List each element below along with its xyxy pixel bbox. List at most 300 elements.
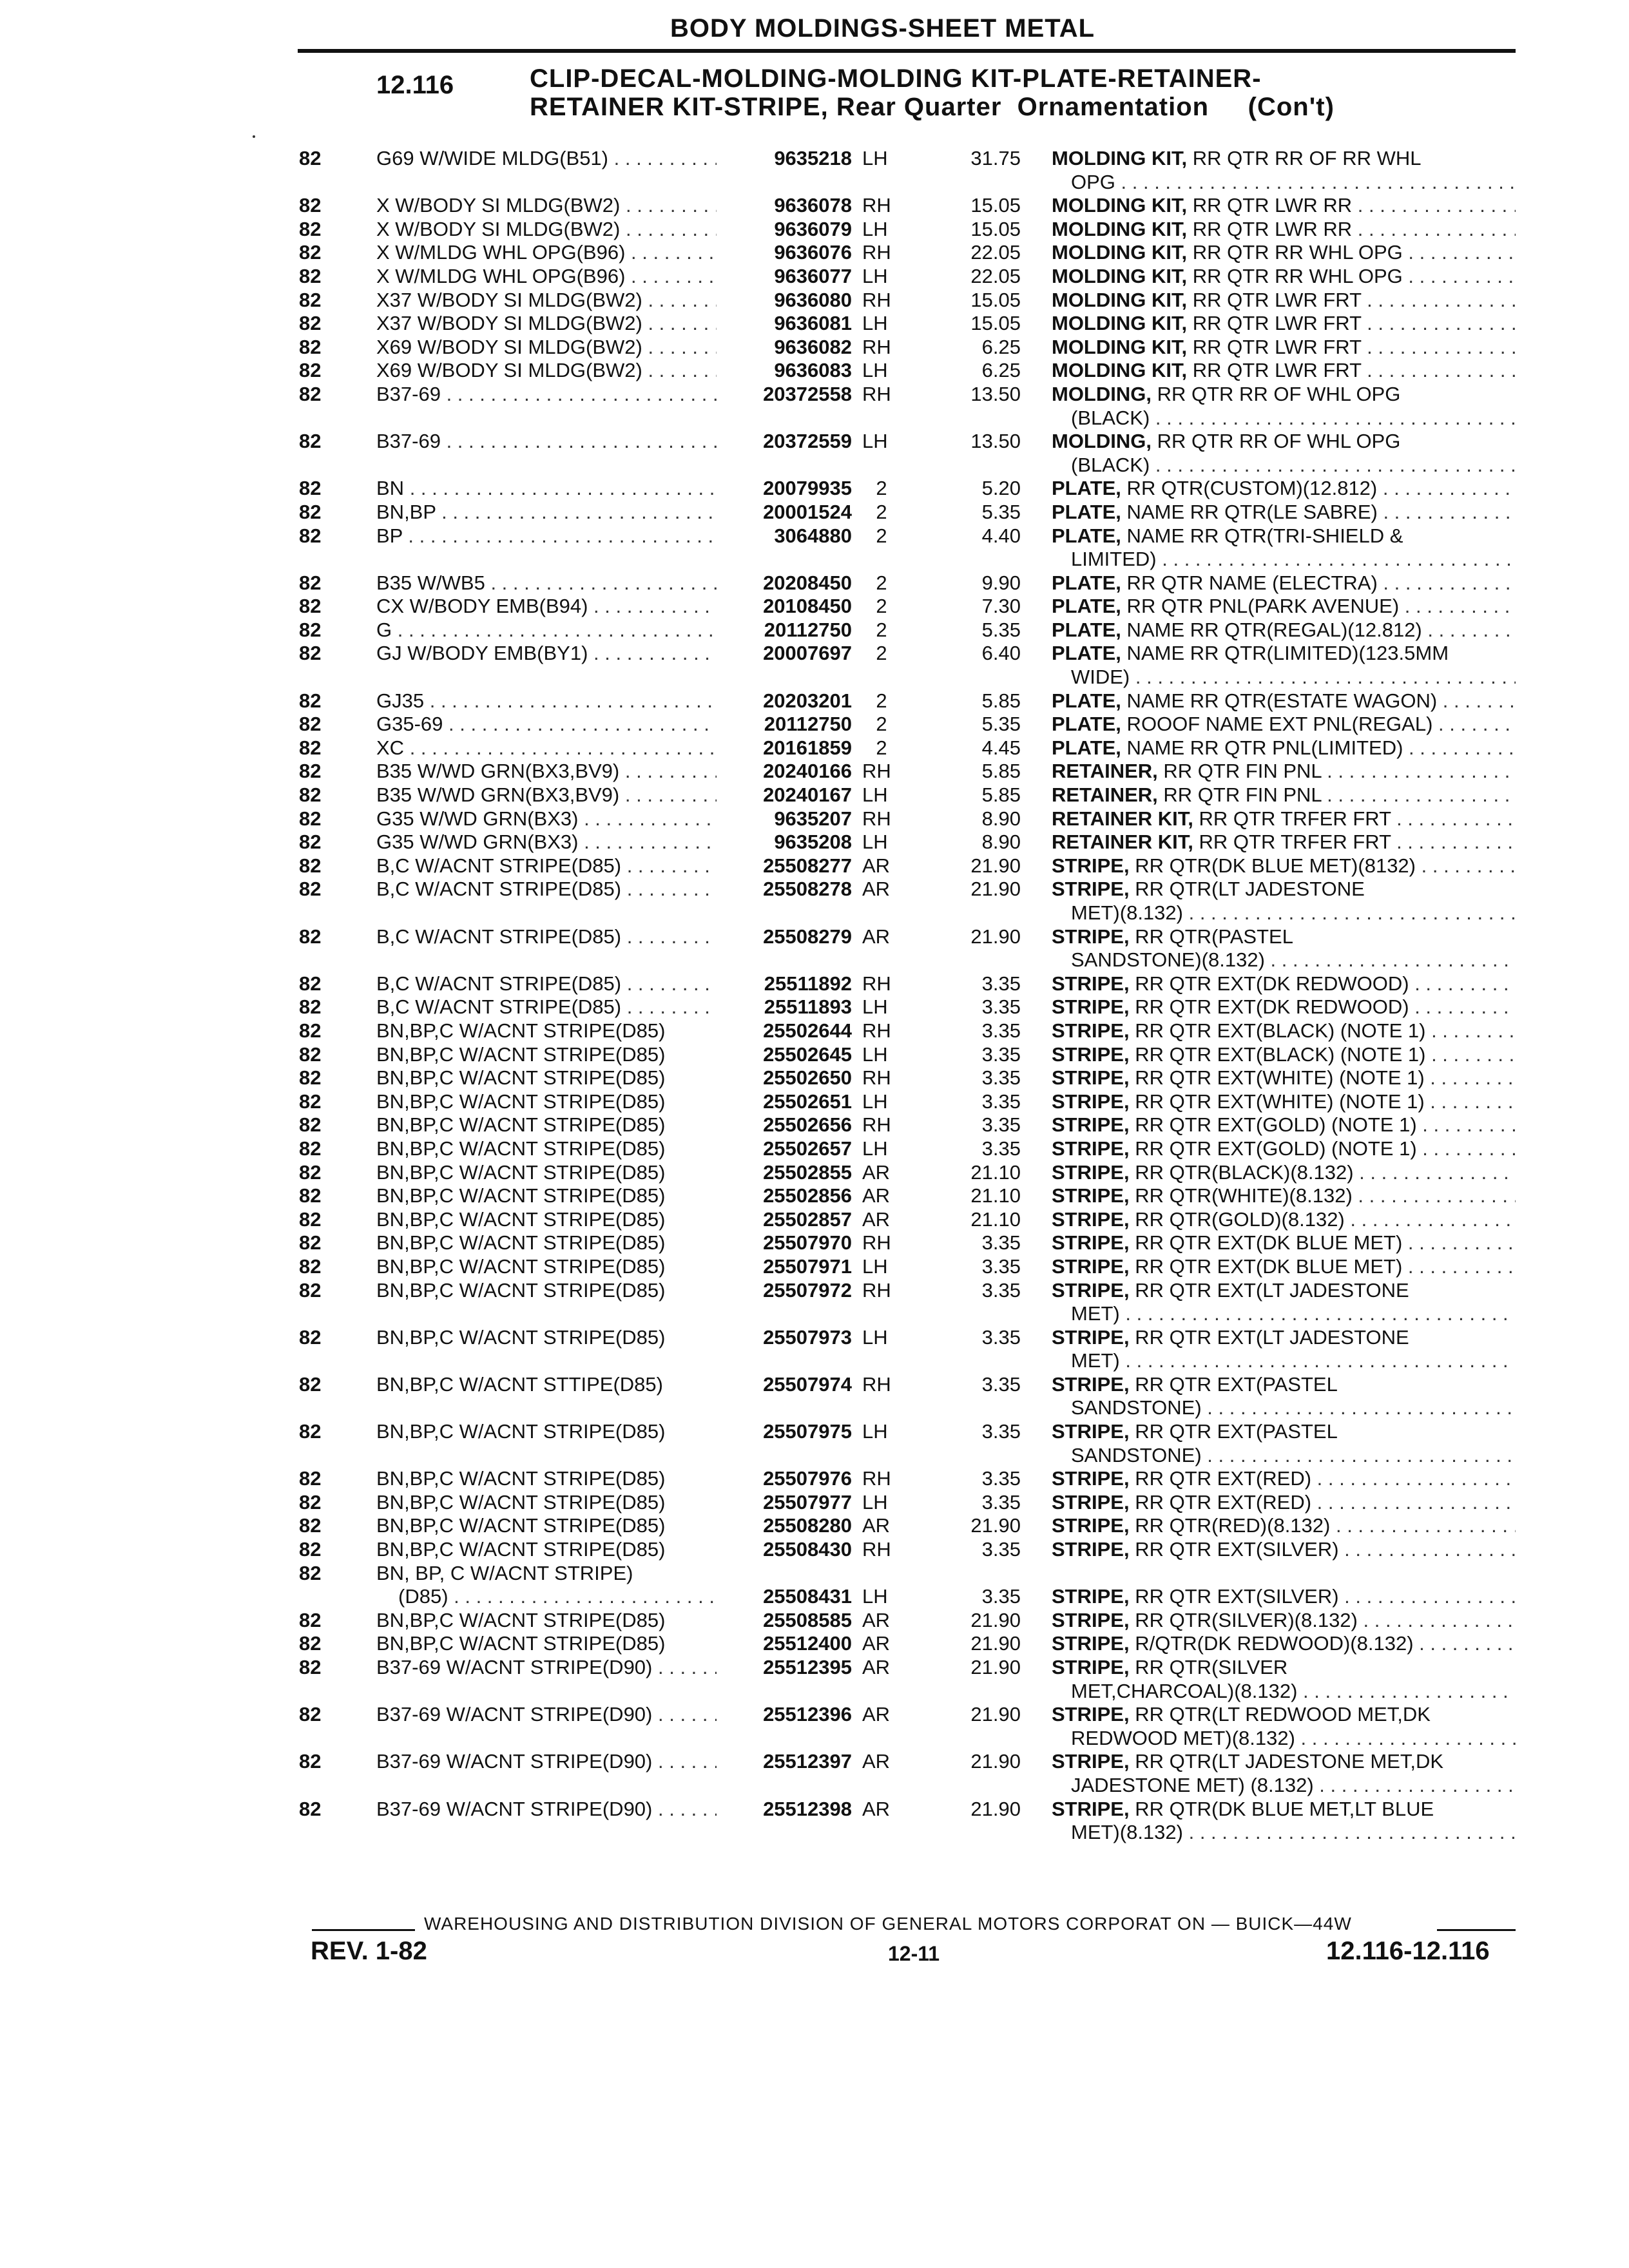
usage-description: X69 W/BODY SI MLDG(BW2) . . . [376, 336, 717, 360]
model-year: 82 [299, 1632, 322, 1655]
model-year: 82 [299, 430, 322, 453]
quantity: LH [862, 359, 888, 382]
table-row [0, 1137, 1629, 1161]
model-year: 82 [299, 1184, 322, 1207]
model-year: 82 [299, 1278, 322, 1302]
part-name-detail: RR QTR RR OF WHL OPG [1152, 382, 1401, 405]
part-name [1052, 1750, 1516, 1774]
part-name-detail: RR QTR RR WHL OPG [1187, 264, 1403, 287]
usage-description: BN,BP,C W/ACNT STRIPE(D85) [376, 1160, 666, 1184]
part-name-bold: MOLDING KIT, [1052, 312, 1188, 335]
part-name [1052, 760, 1516, 783]
part-name-cont: MET)(8.132) . . . [1071, 901, 1516, 925]
row-line [0, 312, 1629, 336]
row-line [0, 1538, 1629, 1562]
part-name-detail: R/QTR(DK REDWOOD)(8.132) [1129, 1632, 1414, 1655]
quantity: LH [862, 1090, 888, 1113]
row-line [0, 1326, 1629, 1350]
quantity: AR [862, 1514, 891, 1537]
part-name [1052, 783, 1516, 807]
part-name-bold: STRIPE, [1052, 1538, 1130, 1561]
part-name [1052, 312, 1516, 336]
part-number: 9636082 [774, 335, 852, 358]
part-number: 20240166 [763, 760, 852, 783]
usage-description: BN,BP,C W/ACNT STTIPE(D85) [376, 1372, 663, 1396]
part-name-detail: RR QTR FIN PNL [1157, 760, 1322, 783]
price: 3.35 [981, 1090, 1021, 1113]
part-name-bold: RETAINER, [1052, 760, 1158, 783]
quantity: AR [862, 1656, 891, 1678]
row-line [0, 713, 1629, 736]
table-row [0, 878, 1629, 925]
usage-description: GJ W/BODY EMB(BY1) . . . [376, 642, 717, 666]
part-name-bold: STRIPE, [1052, 1608, 1130, 1631]
model-year: 82 [299, 878, 322, 901]
model-year: 82 [299, 217, 322, 240]
usage-description: BP . . . [376, 524, 717, 548]
part-number: 25507975 [763, 1420, 852, 1443]
model-year: 82 [299, 335, 322, 358]
price: 21.10 [970, 1160, 1021, 1184]
quantity: 2 [876, 477, 887, 500]
part-name-detail: RR QTR RR OF RR WHL [1187, 147, 1422, 169]
part-number: 25508280 [763, 1514, 852, 1537]
part-name-bold: STRIPE, [1052, 1019, 1130, 1042]
model-year: 82 [299, 1514, 322, 1537]
quantity: AR [862, 854, 891, 877]
price: 3.35 [981, 1043, 1021, 1066]
part-name [1052, 619, 1516, 642]
part-name-bold: STRIPE, [1052, 1467, 1130, 1490]
quantity: RH [862, 335, 891, 358]
part-name-detail: RR QTR RR WHL OPG [1187, 241, 1403, 264]
part-name-detail: RR QTR(LT JADESTONE [1129, 878, 1365, 901]
part-number: 20372559 [763, 430, 852, 453]
price: 7.30 [981, 595, 1021, 618]
usage-description: B,C W/ACNT STRIPE(D85) . . . [376, 854, 717, 878]
row-line [0, 1585, 1629, 1609]
price: 22.05 [970, 264, 1021, 287]
part-number: 9636083 [774, 359, 852, 382]
table-row [0, 1703, 1629, 1750]
part-name-bold: STRIPE, [1052, 1090, 1130, 1113]
part-number: 25502857 [763, 1207, 852, 1231]
price: 8.90 [981, 807, 1021, 830]
part-name-bold: PLATE, [1052, 713, 1121, 736]
part-number: 25502645 [763, 1043, 852, 1066]
model-year: 82 [299, 1467, 322, 1490]
usage-description: B35 W/WB5 . . . [376, 572, 717, 595]
model-year: 82 [299, 477, 322, 500]
part-name-bold: MOLDING KIT, [1052, 335, 1188, 358]
table-row [0, 336, 1629, 360]
header-rule [298, 49, 1516, 53]
row-line [0, 383, 1629, 407]
part-number: 20001524 [763, 500, 852, 523]
part-name-cont: REDWOOD MET)(8.132) . . . [1071, 1727, 1516, 1751]
model-year: 82 [299, 1490, 322, 1514]
part-name-detail: RR QTR LWR FRT [1187, 359, 1362, 382]
price: 5.35 [981, 500, 1021, 523]
part-number: 25511893 [764, 995, 852, 1019]
model-year: 82 [299, 689, 322, 712]
table-row [0, 1090, 1629, 1114]
part-number: 25502856 [763, 1184, 852, 1207]
part-name [1052, 595, 1516, 619]
quantity: 2 [876, 595, 887, 618]
part-number: 25507977 [763, 1490, 852, 1514]
price: 3.35 [981, 1278, 1021, 1302]
part-name-bold: STRIPE, [1052, 1797, 1130, 1820]
row-line [0, 1444, 1629, 1468]
row-line [0, 454, 1629, 477]
table-row [0, 524, 1629, 572]
usage-description: CX W/BODY EMB(B94) . . . [376, 595, 717, 619]
part-name-bold: STRIPE, [1052, 1043, 1130, 1066]
quantity: RH [862, 807, 891, 830]
quantity: RH [862, 382, 891, 405]
part-name-cont: (BLACK) . . . [1071, 454, 1516, 477]
part-number: 20112750 [764, 618, 852, 641]
table-row [0, 736, 1629, 760]
table-row [0, 1113, 1629, 1137]
usage-description: BN,BP,C W/ACNT STRIPE(D85) [376, 1538, 666, 1561]
part-name-bold: RETAINER KIT, [1052, 807, 1193, 830]
part-name-bold: STRIPE, [1052, 1207, 1130, 1231]
row-line [0, 1302, 1629, 1326]
part-name [1052, 1373, 1516, 1397]
part-name-detail: RR QTR EXT(BLACK) (NOTE 1) [1129, 1043, 1426, 1066]
part-name [1052, 359, 1516, 383]
part-name [1052, 572, 1516, 595]
row-line [0, 1632, 1629, 1656]
part-name-cont: SANDSTONE)(8.132) . . . [1071, 948, 1516, 972]
row-line [0, 1066, 1629, 1090]
row-line [0, 783, 1629, 807]
price: 3.35 [981, 1231, 1021, 1254]
price: 13.50 [970, 430, 1021, 453]
usage-description: BN,BP,C W/ACNT STRIPE(D85) [376, 1254, 666, 1278]
part-name [1052, 1019, 1516, 1043]
row-line [0, 1609, 1629, 1633]
part-name-detail: RR QTR(SILVER [1129, 1656, 1288, 1678]
model-year: 82 [299, 1608, 322, 1631]
row-line [0, 407, 1629, 430]
part-name-detail: RR QTR(CUSTOM)(12.812) [1121, 477, 1378, 500]
part-name-detail: RR QTR TRFER FRT [1193, 831, 1391, 854]
part-name-detail: NAME RR QTR(TRI-SHIELD & [1121, 524, 1403, 547]
quantity: AR [862, 1207, 891, 1231]
price: 21.90 [970, 1703, 1021, 1726]
part-name [1052, 1066, 1516, 1090]
row-line [0, 289, 1629, 312]
part-name-bold: MOLDING KIT, [1052, 147, 1188, 169]
part-name-bold: STRIPE, [1052, 1231, 1130, 1254]
part-name [1052, 689, 1516, 713]
table-row [0, 1373, 1629, 1420]
part-name-detail: RR QTR(DK BLUE MET,LT BLUE [1129, 1797, 1434, 1820]
quantity: AR [862, 1184, 891, 1207]
part-name-bold: RETAINER KIT, [1052, 831, 1193, 854]
usage-description: G69 W/WIDE MLDG(B51) . . . [376, 147, 717, 171]
part-name-detail: RR QTR EXT(SILVER) [1129, 1585, 1339, 1608]
part-number: 20079935 [763, 477, 852, 500]
row-line [0, 760, 1629, 783]
part-name-bold: STRIPE, [1052, 1750, 1130, 1773]
section-range: 12.116-12.116 [1326, 1937, 1490, 1965]
row-line [0, 1137, 1629, 1161]
table-row [0, 1750, 1629, 1797]
part-name-bold: STRIPE, [1052, 1490, 1130, 1514]
part-number: 9636079 [774, 217, 852, 240]
model-year: 82 [299, 524, 322, 547]
usage-description: BN,BP,C W/ACNT STRIPE(D85) [376, 1278, 666, 1302]
part-number: 25507971 [763, 1254, 852, 1278]
row-line [0, 1680, 1629, 1704]
part-name-detail: RR QTR PNL(PARK AVENUE) [1121, 595, 1400, 618]
usage-description: BN,BP,C W/ACNT STRIPE(D85) [376, 1608, 666, 1631]
usage-description: BN,BP,C W/ACNT STRIPE(D85) [376, 1184, 666, 1207]
part-name [1052, 194, 1516, 218]
part-name-detail: RR QTR EXT(LT JADESTONE [1129, 1278, 1409, 1302]
model-year: 82 [299, 713, 322, 736]
price: 6.25 [981, 335, 1021, 358]
price: 15.05 [970, 288, 1021, 311]
part-name-bold: STRIPE, [1052, 1656, 1130, 1678]
price: 13.50 [970, 382, 1021, 405]
part-name-bold: STRIPE, [1052, 972, 1130, 995]
part-name [1052, 218, 1516, 242]
quantity: LH [862, 430, 888, 453]
row-line [0, 194, 1629, 218]
row-line [0, 1043, 1629, 1067]
table-row [0, 972, 1629, 996]
usage-description: B37-69 . . . [376, 383, 717, 407]
price: 21.90 [970, 1514, 1021, 1537]
model-year: 82 [299, 1325, 322, 1349]
price: 31.75 [970, 147, 1021, 169]
part-number: 25507970 [763, 1231, 852, 1254]
row-line [0, 501, 1629, 524]
usage-description: BN,BP,C W/ACNT STRIPE(D85) [376, 1019, 666, 1042]
table-row [0, 807, 1629, 831]
parts-list [0, 147, 1629, 1845]
part-name [1052, 642, 1516, 666]
table-row [0, 783, 1629, 807]
part-number: 25508279 [763, 925, 852, 948]
price: 8.90 [981, 831, 1021, 854]
model-year: 82 [299, 241, 322, 264]
usage-description: BN,BP,C W/ACNT STRIPE(D85) [376, 1137, 666, 1160]
part-name [1052, 430, 1516, 454]
footer-rule-left [312, 1929, 415, 1931]
table-row [0, 1467, 1629, 1491]
model-year: 82 [299, 1231, 322, 1254]
part-number: 25512400 [763, 1632, 852, 1655]
quantity: 2 [876, 689, 887, 712]
part-name [1052, 336, 1516, 360]
row-line [0, 1090, 1629, 1114]
row-line [0, 948, 1629, 972]
part-name-detail: RR QTR LWR RR [1187, 217, 1353, 240]
part-name [1052, 1161, 1516, 1185]
part-name-detail: RR QTR EXT(GOLD) (NOTE 1) [1129, 1137, 1417, 1160]
part-name [1052, 1326, 1516, 1350]
model-year: 82 [299, 1137, 322, 1160]
revision-label: REV. 1-82 [311, 1937, 427, 1965]
model-year: 82 [299, 359, 322, 382]
quantity: LH [862, 995, 888, 1019]
part-name-cont: LIMITED) . . . [1071, 548, 1516, 572]
price: 3.35 [981, 1585, 1021, 1608]
usage-description: BN,BP,C W/ACNT STRIPE(D85) [376, 1325, 666, 1349]
part-number: 9636078 [774, 194, 852, 217]
part-name-bold: PLATE, [1052, 689, 1121, 712]
usage-description: B37-69 . . . [376, 430, 717, 454]
part-name [1052, 477, 1516, 501]
price: 3.35 [981, 972, 1021, 995]
part-name-bold: MOLDING KIT, [1052, 241, 1188, 264]
model-year: 82 [299, 995, 322, 1019]
part-name-detail: RR QTR EXT(RED) [1129, 1490, 1312, 1514]
part-name-detail: RR QTR RR OF WHL OPG [1152, 430, 1401, 453]
price: 21.90 [970, 925, 1021, 948]
part-name-bold: STRIPE, [1052, 1585, 1130, 1608]
price: 3.35 [981, 995, 1021, 1019]
table-row [0, 218, 1629, 242]
part-number: 25512395 [763, 1656, 852, 1678]
quantity: LH [862, 147, 888, 169]
part-name-detail: RR QTR TRFER FRT [1193, 807, 1391, 830]
price: 5.20 [981, 477, 1021, 500]
model-year: 82 [299, 1043, 322, 1066]
part-name-bold: STRIPE, [1052, 1632, 1130, 1655]
row-line [0, 1467, 1629, 1491]
price: 3.35 [981, 1254, 1021, 1278]
model-year: 82 [299, 288, 322, 311]
part-name-detail: RR QTR(WHITE)(8.132) [1129, 1184, 1353, 1207]
quantity: RH [862, 1066, 891, 1090]
price: 21.90 [970, 1750, 1021, 1773]
part-name [1052, 1514, 1516, 1538]
usage-description: B,C W/ACNT STRIPE(D85) . . . [376, 925, 717, 949]
row-line [0, 878, 1629, 901]
usage-description: GJ35 . . . [376, 689, 717, 713]
quantity: LH [862, 783, 888, 807]
quantity: 2 [876, 500, 887, 523]
model-year: 82 [299, 571, 322, 594]
model-year: 82 [299, 147, 322, 169]
usage-description: B37-69 W/ACNT STRIPE(D90) . . . [376, 1750, 717, 1774]
quantity: LH [862, 1585, 888, 1608]
part-number: 9635207 [774, 807, 852, 830]
part-name [1052, 1420, 1516, 1444]
price: 3.35 [981, 1490, 1021, 1514]
part-name [1052, 524, 1516, 548]
part-number: 20372558 [763, 382, 852, 405]
table-row [0, 312, 1629, 336]
usage-description: BN,BP,C W/ACNT STRIPE(D85) [376, 1632, 666, 1655]
quantity: LH [862, 1420, 888, 1443]
part-name-detail: RR QTR(BLACK)(8.132) [1129, 1160, 1354, 1184]
part-name-detail: RR QTR(SILVER)(8.132) [1129, 1608, 1358, 1631]
table-row [0, 925, 1629, 972]
part-name-cont: MET)(8.132) . . . [1071, 1821, 1516, 1845]
part-name-detail: RR QTR NAME (ELECTRA) [1121, 571, 1378, 594]
usage-description: BN,BP,C W/ACNT STRIPE(D85) [376, 1467, 666, 1490]
table-row [0, 713, 1629, 736]
table-row [0, 477, 1629, 501]
part-number: 25512396 [763, 1703, 852, 1726]
footer-rule-right [1437, 1929, 1516, 1931]
part-name-detail: RR QTR FIN PNL [1157, 783, 1322, 807]
part-name [1052, 1113, 1516, 1137]
usage-description: G35 W/WD GRN(BX3) . . . [376, 807, 717, 831]
table-row [0, 501, 1629, 524]
row-line [0, 524, 1629, 548]
table-row [0, 689, 1629, 713]
usage-description: G35 W/WD GRN(BX3) . . . [376, 831, 717, 854]
part-name-bold: STRIPE, [1052, 1113, 1130, 1137]
row-line [0, 807, 1629, 831]
row-line [0, 595, 1629, 619]
part-number: 25508278 [763, 878, 852, 901]
page-title: BODY MOLDINGS-SHEET METAL [670, 14, 1095, 43]
row-line [0, 171, 1629, 195]
table-row [0, 147, 1629, 194]
usage-description: B,C W/ACNT STRIPE(D85) . . . [376, 995, 717, 1019]
row-line [0, 1161, 1629, 1185]
quantity: AR [862, 1632, 891, 1655]
table-row [0, 831, 1629, 854]
usage-description: B35 W/WD GRN(BX3,BV9) . . . [376, 783, 717, 807]
quantity: LH [862, 264, 888, 287]
part-name [1052, 995, 1516, 1019]
usage-description: G . . . [376, 619, 717, 642]
part-name-bold: MOLDING KIT, [1052, 359, 1188, 382]
part-name-detail: RR QTR LWR FRT [1187, 312, 1362, 335]
table-row [0, 1279, 1629, 1326]
part-number: 25508430 [763, 1538, 852, 1561]
model-year: 82 [299, 760, 322, 783]
quantity: RH [862, 760, 891, 783]
row-line [0, 1703, 1629, 1727]
usage-description: BN,BP,C W/ACNT STRIPE(D85) [376, 1231, 666, 1254]
quantity: LH [862, 312, 888, 335]
part-name [1052, 1632, 1516, 1656]
row-line [0, 1798, 1629, 1821]
part-name-detail: RR QTR(RED)(8.132) [1129, 1514, 1331, 1537]
table-row [0, 1255, 1629, 1279]
model-year: 82 [299, 1090, 322, 1113]
row-line [0, 1019, 1629, 1043]
price: 21.90 [970, 878, 1021, 901]
part-name-detail: ROOOF NAME EXT PNL(REGAL) [1121, 713, 1433, 736]
page-number: 12-11 [888, 1942, 940, 1965]
part-number: 25512398 [763, 1797, 852, 1820]
usage-description-cont: (D85) . . . [398, 1585, 717, 1609]
part-name [1052, 147, 1516, 171]
part-name-bold: STRIPE, [1052, 995, 1130, 1019]
part-name-detail: NAME RR QTR(LIMITED)(123.5MM [1121, 642, 1449, 665]
part-name [1052, 501, 1516, 524]
part-name-detail: RR QTR EXT(DK REDWOOD) [1129, 972, 1409, 995]
part-number: 25511892 [764, 972, 852, 995]
table-row [0, 289, 1629, 312]
part-name-bold: PLATE, [1052, 500, 1121, 523]
model-year: 82 [299, 972, 322, 995]
row-line [0, 1113, 1629, 1137]
